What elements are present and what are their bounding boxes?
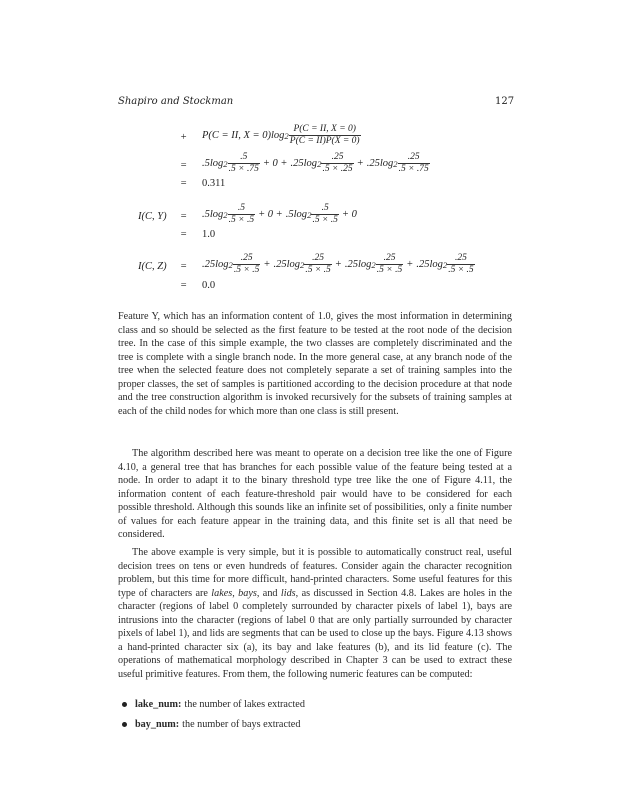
fraction-denominator: .5 × .75	[398, 164, 429, 174]
eq-plus: +	[334, 259, 342, 270]
eq-coef: .5log	[202, 158, 224, 169]
eq-coef: .25log	[290, 158, 318, 169]
log-subscript: 2	[393, 158, 398, 169]
eq-coef: .25log	[366, 158, 394, 169]
fraction-denominator: .5 × .5	[228, 215, 255, 225]
fraction-denominator: .5 × .5	[376, 265, 403, 275]
paragraph-algorithm: The algorithm described here was meant to operate on a decision tree like the one of Figure 4.10, a general tree that has branches for each possible value of the feature being tested at a node. In order to adapt it to the binary threshold type tree like the one of Figure 4.11, the information content of each feature-threshold pair would have to be considered for each possible threshold. Although this sounds like an infinite set of possibilities, only a finite number of values for each feature appear in the training data, and this finite set is all that need be considered.	[118, 448, 512, 540]
fraction-numerator: .25	[376, 253, 403, 265]
eq2-line1	[118, 203, 518, 231]
fraction	[228, 152, 260, 175]
fraction-numerator: .25	[398, 152, 430, 164]
paragraph-text: , as discussed in Section 4.8. Lakes are holes in the character (regions of label 0 completely surrounded by character pixels of label 1), bays are intrusions into the character (regions of label 0 that are only partially surrounded by character pixels of label 1), and lids are segments that can be used to close up the bays. Figure 4.13 shows a hand-printed character six (a), its bay and lake features (b), and its lid feature (c). The operations of mathematical morphology described in Chapter 3 can be used to extract these useful primitive features. From them, the following numeric features can be computed:	[118, 587, 512, 680]
log-subscript: 2	[307, 209, 312, 220]
fraction	[398, 152, 430, 175]
fraction-numerator: .25	[233, 253, 260, 265]
list-item	[122, 694, 512, 714]
feature-description: the number of bays extracted	[182, 718, 301, 730]
fraction-denominator: .5 × .5	[312, 215, 338, 225]
eq-label: I(C, Y)	[138, 211, 167, 222]
fraction-denominator: .5 × .5	[448, 265, 474, 275]
eq-coef: .25log	[344, 259, 372, 270]
fraction-denominator: .5 × .5	[233, 265, 260, 275]
eq-plus: +	[356, 158, 364, 169]
eq-coef: .25log	[273, 259, 300, 270]
fraction-denominator: .5 × .5	[305, 265, 331, 275]
log-subscript: 2	[317, 158, 322, 169]
fraction	[233, 253, 260, 276]
eq-result: 1.0	[202, 229, 216, 240]
feature-description: the number of lakes extracted	[184, 698, 305, 710]
log-subscript: 2	[299, 259, 305, 270]
eq1-line3	[118, 178, 518, 192]
paragraph-character-example	[118, 546, 512, 681]
fraction	[376, 253, 403, 276]
fraction	[321, 152, 353, 175]
eq-plus: + 0 +	[262, 158, 288, 169]
paragraph-text: , and	[256, 587, 281, 599]
fraction	[228, 203, 255, 226]
fraction-numerator: P(C = II, X = 0)	[289, 124, 361, 136]
eq-operator: =	[180, 229, 188, 240]
eq-operator: +	[180, 132, 188, 143]
eq-coef: .25log	[416, 259, 443, 270]
fraction-denominator: P(C = II)P(X = 0)	[289, 136, 360, 146]
list-item	[122, 714, 512, 734]
eq-result: 0.311	[202, 178, 226, 189]
eq-operator: =	[180, 261, 188, 272]
eq1-line2	[118, 152, 518, 180]
bullet-icon	[122, 702, 127, 707]
eq-operator: =	[180, 160, 188, 171]
eq-operator: =	[180, 280, 188, 291]
log-subscript: 2	[223, 158, 228, 169]
fraction-numerator: .25	[447, 253, 474, 265]
keyword-lakes: lakes	[211, 587, 233, 599]
eq-result: 0.0	[202, 280, 216, 291]
log-subscript: 2	[228, 259, 233, 270]
eq3-line2	[118, 280, 518, 294]
eq-plus: +	[406, 259, 414, 270]
eq-label: I(C, Z)	[138, 261, 167, 272]
eq-coef: .5log	[202, 209, 224, 220]
keyword-bays: bays	[238, 587, 257, 599]
eq-coef: .25log	[202, 259, 229, 270]
bullet-icon	[122, 722, 127, 727]
fraction	[289, 124, 361, 147]
feature-name: lake_num:	[135, 698, 182, 710]
fraction	[304, 253, 331, 276]
fraction	[311, 203, 338, 226]
fraction-numerator: .25	[321, 152, 353, 164]
eq-term	[202, 152, 430, 175]
eq-operator: =	[180, 178, 188, 189]
log-subscript: 2	[371, 259, 376, 270]
eq-tail: + 0	[341, 209, 357, 220]
eq-term	[202, 124, 361, 147]
eq3-line1	[118, 253, 518, 281]
eq-plus: +	[263, 259, 271, 270]
feature-bullet-list	[122, 694, 512, 734]
eq-plus: + 0 +	[258, 209, 283, 220]
fraction-denominator: .5 × .75	[228, 164, 259, 174]
keyword-lids: lids	[280, 587, 296, 599]
paragraph-feature-y: Feature Y, which has an information content of 1.0, gives the most information in determining class and so should be selected as the first feature to be tested at the root node of the decision tree. In the case of this simple example, the two classes are completely discriminated and the tree is complete with a single branch node. In the more general case, at any branch node of the tree when the selected feature does not completely separate a set of training samples into the proper classes, the set of samples is partitioned according to the decision procedure at that node and the tree construction algorithm is invoked recursively for the subsets of training samples at each of the child nodes for which more than one class is still present.	[118, 311, 512, 417]
log-subscript: 2	[223, 209, 228, 220]
fraction-numerator: .5	[228, 203, 255, 215]
eq-term	[202, 253, 475, 276]
fraction-denominator: .5 × .25	[322, 164, 353, 174]
fraction	[447, 253, 474, 276]
eq2-line2	[118, 229, 518, 243]
fraction-numerator: .25	[304, 253, 331, 265]
running-header-authors: Shapiro and Stockman	[118, 96, 234, 107]
log-subscript: 2	[284, 130, 289, 141]
eq-term	[202, 203, 357, 226]
log-subscript: 2	[442, 259, 448, 270]
paragraph-text: ,	[232, 587, 239, 599]
feature-name: bay_num:	[135, 718, 180, 730]
eq1-line1	[118, 124, 518, 152]
fraction-numerator: .5	[228, 152, 260, 164]
eq-operator: =	[180, 211, 188, 222]
eq-coef: .5log	[285, 209, 308, 220]
fraction-numerator: .5	[311, 203, 338, 215]
page-number: 127	[495, 96, 515, 107]
paragraph-text: The above example is very simple, but it is possible to automatically construct real, useful decision trees on tens or even hundreds of features. Consider again the character recognition problem, but this time for more difficult, hand-printed characters. Some useful features for this type of characters are	[118, 547, 512, 599]
eq-term-text: P(C = II, X = 0)log	[202, 130, 285, 141]
